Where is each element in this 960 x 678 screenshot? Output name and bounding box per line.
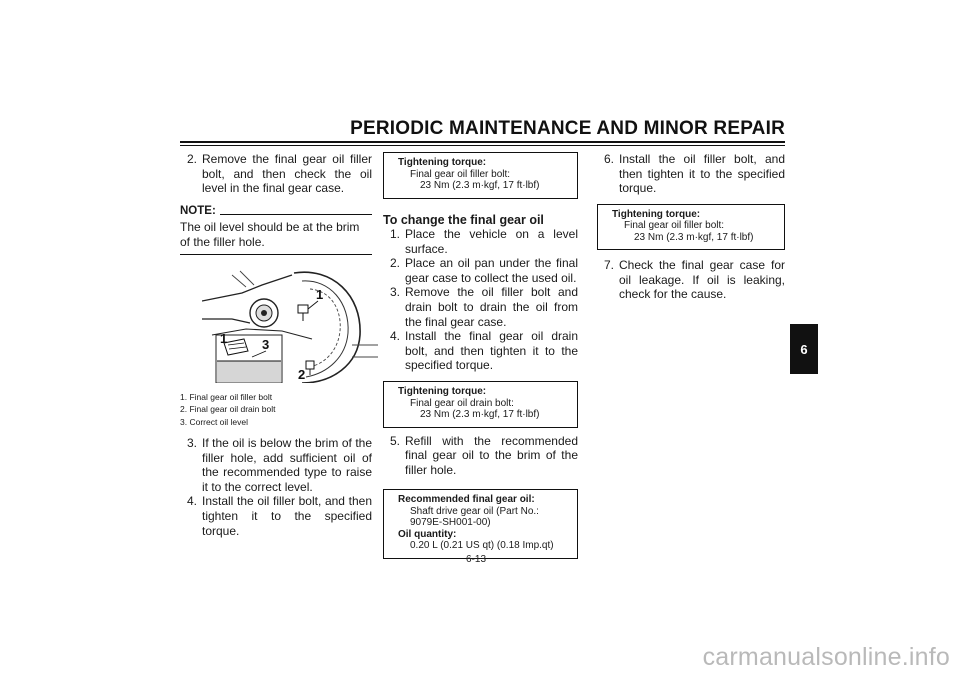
column-2: [383, 152, 578, 559]
torque-box-filler-2: [597, 204, 785, 251]
note-text: The oil level should be at the brim of the filler hole.: [180, 220, 372, 254]
note-label: NOTE:: [180, 204, 216, 217]
page-number: 6-13: [466, 554, 487, 565]
step-number: 2.: [389, 256, 400, 271]
step-2: [180, 152, 372, 196]
torque-box-drain: [383, 381, 578, 428]
box-title: Tightening torque:: [398, 157, 487, 168]
caption-1: 1. Final gear oil filler bolt: [180, 391, 273, 402]
step-number: 7.: [603, 258, 614, 273]
step-text: Install the final gear oil drain bolt, and then tighten it to the specified torque.: [405, 329, 578, 373]
step-2: [383, 256, 578, 285]
step-number: 6.: [603, 152, 614, 166]
step-text: Remove the final gear oil filler bolt, and then check the oil level in the final gear case.: [202, 152, 372, 196]
box-title: Tightening torque:: [612, 208, 701, 220]
step-4: [180, 494, 372, 538]
section-heading: To change the final gear oil: [383, 212, 544, 227]
note-heading: [180, 204, 372, 219]
step-number: 3.: [389, 285, 400, 300]
step-6: [597, 152, 785, 196]
box-line: Shaft drive gear oil (Part No.: 9079E-SH001-00): [410, 505, 539, 529]
step-text: Remove the oil filler bolt and drain bolt to drain the oil from the final gear case.: [405, 285, 578, 329]
box-value: 23 Nm (2.3 m·kgf, 17 ft·lbf): [634, 231, 754, 243]
torque-box-filler: [383, 152, 578, 199]
step-number: 3.: [186, 436, 197, 451]
header-rule-thin: [180, 145, 785, 146]
step-text: Install the oil filler bolt, and then tighten it to the specified torque.: [202, 494, 372, 538]
step-text: Check the final gear case for oil leakage. If oil is leaking, check for the cause.: [619, 258, 785, 302]
step-text: Place the vehicle on a level surface.: [405, 227, 578, 256]
column-1: [180, 152, 372, 538]
box-value: 23 Nm (2.3 m·kgf, 17 ft·lbf): [420, 180, 540, 191]
page-title: PERIODIC MAINTENANCE AND MINOR REPAIR: [350, 118, 785, 139]
step-text: Refill with the recommended final gear oil to the brim of the filler hole.: [405, 433, 578, 477]
column-3: [597, 152, 785, 302]
step-3: [180, 436, 372, 494]
box-line: Final gear oil filler bolt:: [410, 168, 511, 180]
box-line: Final gear oil filler bolt:: [624, 220, 725, 232]
caption-3: 3. Correct oil level: [180, 416, 249, 427]
step-number: 4.: [389, 329, 400, 344]
recommended-oil-box: [383, 489, 578, 559]
box-value: 23 Nm (2.3 m·kgf, 17 ft·lbf): [420, 409, 540, 421]
box-subtitle: Oil quantity:: [398, 528, 457, 540]
callout-3: 3: [262, 336, 270, 352]
step-text: Place an oil pan under the final gear case to collect the used oil.: [405, 256, 578, 285]
step-number: 5.: [389, 433, 400, 448]
watermark: carmanualsonline.info: [702, 643, 950, 671]
box-title: Recommended final gear oil:: [398, 494, 535, 506]
final-gear-case-illustration: [202, 265, 378, 383]
step-5: [383, 434, 578, 478]
step-number: 1.: [389, 227, 400, 242]
box-line: Final gear oil drain bolt:: [410, 397, 514, 409]
header-rule: [180, 141, 785, 143]
callout-2: 2: [298, 366, 306, 382]
step-7: [597, 258, 785, 302]
figure-captions: [180, 391, 372, 429]
callout-1-inset: 1: [220, 330, 228, 346]
note-rule: [220, 214, 372, 215]
step-text: If the oil is below the brim of the filler hole, add sufficient oil of the recommended type to raise it to the correct level.: [202, 436, 372, 494]
step-4: [383, 329, 578, 373]
callout-1-main: 1: [316, 286, 324, 302]
final-gear-case-figure: [202, 265, 378, 383]
step-text: Install the oil filler bolt, and then tighten it to the specified torque.: [619, 152, 785, 196]
step-number: 2.: [186, 152, 197, 166]
box-title: Tightening torque:: [398, 386, 487, 398]
box-value: 0.20 L (0.21 US qt) (0.18 Imp.qt): [410, 540, 554, 552]
step-1: [383, 227, 578, 256]
chapter-tab[interactable]: 6: [790, 324, 818, 374]
step-3: [383, 285, 578, 329]
caption-2: 2. Final gear oil drain bolt: [180, 404, 276, 415]
step-number: 4.: [186, 494, 197, 509]
